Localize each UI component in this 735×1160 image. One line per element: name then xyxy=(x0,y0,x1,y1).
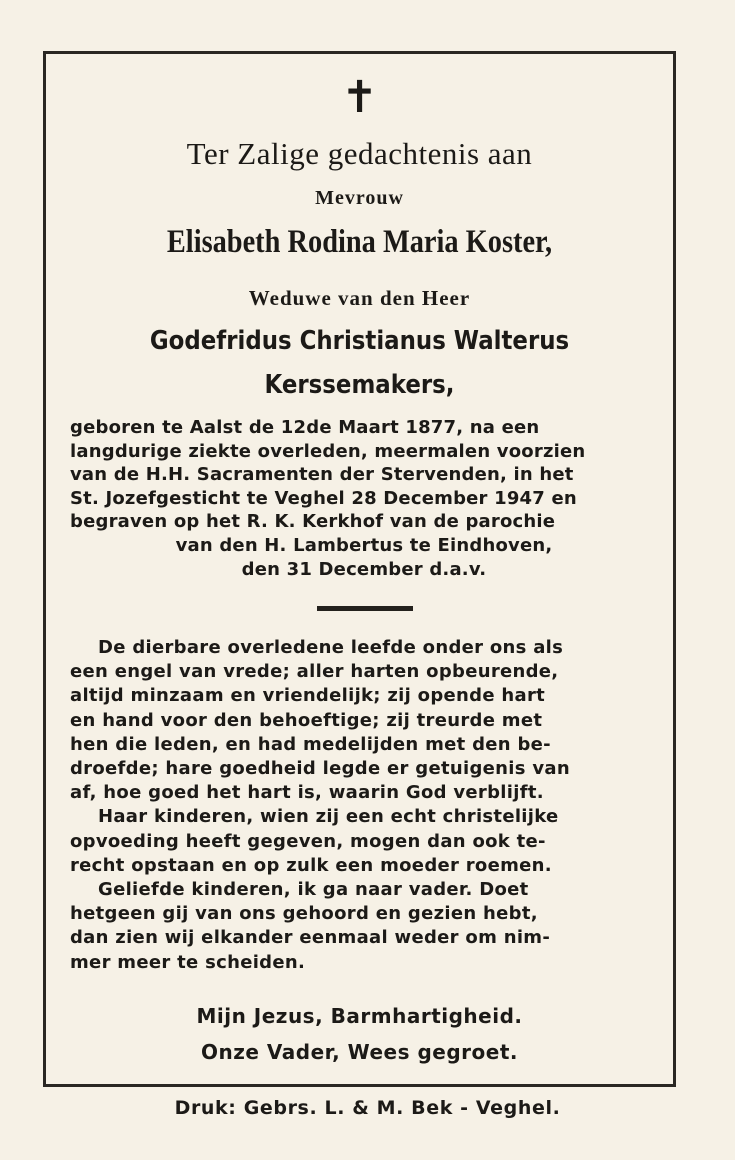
tribute-line: dan zien wij elkander eenmaal weder om nim- xyxy=(70,927,551,949)
tribute-line: opvoeding heeft gegeven, mogen dan ook te- xyxy=(70,830,546,852)
bio-line: van de H.H. Sacramenten der Stervenden, in het xyxy=(70,464,574,486)
biography xyxy=(70,416,658,581)
tribute-line: af, hoe goed het hart is, waarin God verblijft. xyxy=(70,782,544,804)
tribute-line: hen die leden, en had medelijden met den be- xyxy=(70,733,551,755)
tribute-line: altijd minzaam en vriendelijk; zij opende hart xyxy=(70,685,546,707)
divider xyxy=(317,606,413,611)
tribute-line: mer meer te scheiden. xyxy=(70,951,306,973)
tribute-line: droefde; hare goedheid legde er getuigenis van xyxy=(70,758,570,780)
tribute-line: Geliefde kinderen, ik ga naar vader. Doet xyxy=(98,879,529,901)
cross-icon: ✝ xyxy=(341,72,378,123)
tribute-line: een engel van vrede; aller harten opbeurende, xyxy=(70,661,559,683)
deceased-name: Elisabeth Rodina Maria Koster, xyxy=(166,224,553,260)
tribute-text xyxy=(70,636,660,975)
prayer-line-2: Onze Vader, Wees gegroet. xyxy=(200,1040,519,1064)
bio-line: den 31 December d.a.v. xyxy=(241,558,487,580)
heading: Ter Zalige gedachtenis aan xyxy=(186,136,533,171)
tribute-line: De dierbare overledene leefde onder ons als xyxy=(98,637,564,658)
bio-line: langdurige ziekte overleden, meermalen voorzien xyxy=(70,440,586,462)
printer-credit: Druk: Gebrs. L. & M. Bek - Veghel. xyxy=(174,1097,561,1119)
tribute-line: hetgeen gij van ons gehoord en gezien hebt, xyxy=(70,903,538,925)
prayer-line-1: Mijn Jezus, Barmhartigheid. xyxy=(196,1004,523,1028)
husband-name-line-1: Godefridus Christianus Walterus xyxy=(149,326,570,356)
tribute-line: Haar kinderen, wien zij een echt christelijke xyxy=(98,806,559,828)
tribute-line: en hand voor den behoeftige; zij treurde met xyxy=(70,709,543,731)
memorial-card xyxy=(43,51,676,1087)
relation-line: Weduwe van den Heer xyxy=(248,286,471,310)
bio-line: van den H. Lambertus te Eindhoven, xyxy=(175,534,553,556)
title-prefix: Mevrouw xyxy=(315,187,404,209)
bio-line: geboren te Aalst de 12de Maart 1877, na een xyxy=(70,417,540,438)
bio-line: St. Jozefgesticht te Veghel 28 December 1947 en xyxy=(70,487,577,509)
bio-line: begraven op het R. K. Kerkhof van de parochie xyxy=(70,511,556,533)
tribute-line: recht opstaan en op zulk een moeder roemen. xyxy=(70,854,552,876)
husband-name-line-2: Kerssemakers, xyxy=(264,370,455,400)
